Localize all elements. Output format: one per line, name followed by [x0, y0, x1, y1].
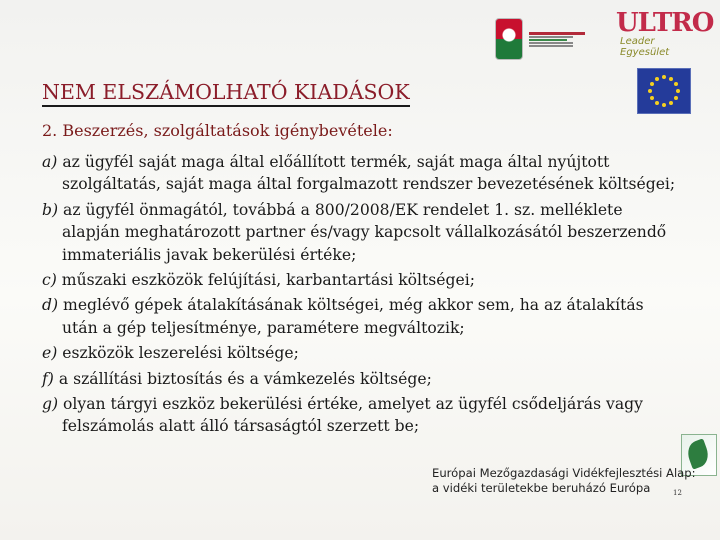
- list-item: a) az ügyfél saját maga által előállított termék, saját maga által nyújtott szolgáltatás, saját maga által forgalmazott rendszer bevezetésének költségei;: [42, 153, 676, 194]
- list-item: b) az ügyfél önmagától, továbbá a 800/2008/EK rendelet 1. sz. melléklete alapján meghatározott partner és/vagy kapcsolt vállalkozásától beszerzendő immateriális javak bekerülési értéke;: [42, 200, 667, 264]
- list-item: f) a szállítási biztosítás és a vámkezelés költsége;: [42, 369, 432, 388]
- eu-star-icon: [674, 82, 678, 86]
- page-number: 12: [673, 489, 682, 497]
- page-title: NEM ELSZÁMOLHATÓ KIADÁSOK: [42, 80, 410, 107]
- eu-star-icon: [662, 103, 666, 107]
- list-item: g) olyan tárgyi eszköz bekerülési értéke, amelyet az ügyfél csődeljárás vagy felszámolás alatt álló társaságtól szerzett be;: [42, 395, 643, 436]
- coat-of-arms-icon: [495, 18, 523, 60]
- fund-line-2: a vidéki területekbe beruházó Európa: [432, 481, 651, 495]
- eu-star-icon: [676, 89, 680, 93]
- ultro-logo: [616, 8, 714, 58]
- eu-star-icon: [650, 82, 654, 86]
- eu-star-icon: [669, 101, 673, 105]
- ultro-logo-tagline: Leader Egyesület: [620, 36, 670, 58]
- eu-star-icon: [662, 75, 666, 79]
- hungary-development-logo: [495, 8, 600, 70]
- eu-fund-caption: [432, 466, 696, 496]
- eu-star-icon: [655, 101, 659, 105]
- eu-star-icon: [650, 96, 654, 100]
- logo-text-lines: [529, 32, 585, 47]
- ultro-logo-word: ULTRO: [616, 8, 714, 38]
- item-list: [42, 151, 682, 441]
- eu-star-icon: [648, 89, 652, 93]
- fund-line-1: Európai Mezőgazdasági Vidékfejlesztési Alap:: [432, 466, 696, 480]
- eu-star-icon: [655, 77, 659, 81]
- eu-flag-icon: [637, 68, 691, 114]
- eu-star-icon: [669, 77, 673, 81]
- eu-star-icon: [674, 96, 678, 100]
- list-item: e) eszközök leszerelési költsége;: [42, 344, 299, 363]
- list-item: c) műszaki eszközök felújítási, karbantartási költségei;: [42, 271, 475, 290]
- section-subtitle: 2. Beszerzés, szolgáltatások igénybevétele:: [42, 121, 393, 140]
- list-item: d) meglévő gépek átalakításának költségei, még akkor sem, ha az átalakítás után a gép teljesítménye, paramétere megváltozik;: [42, 296, 644, 337]
